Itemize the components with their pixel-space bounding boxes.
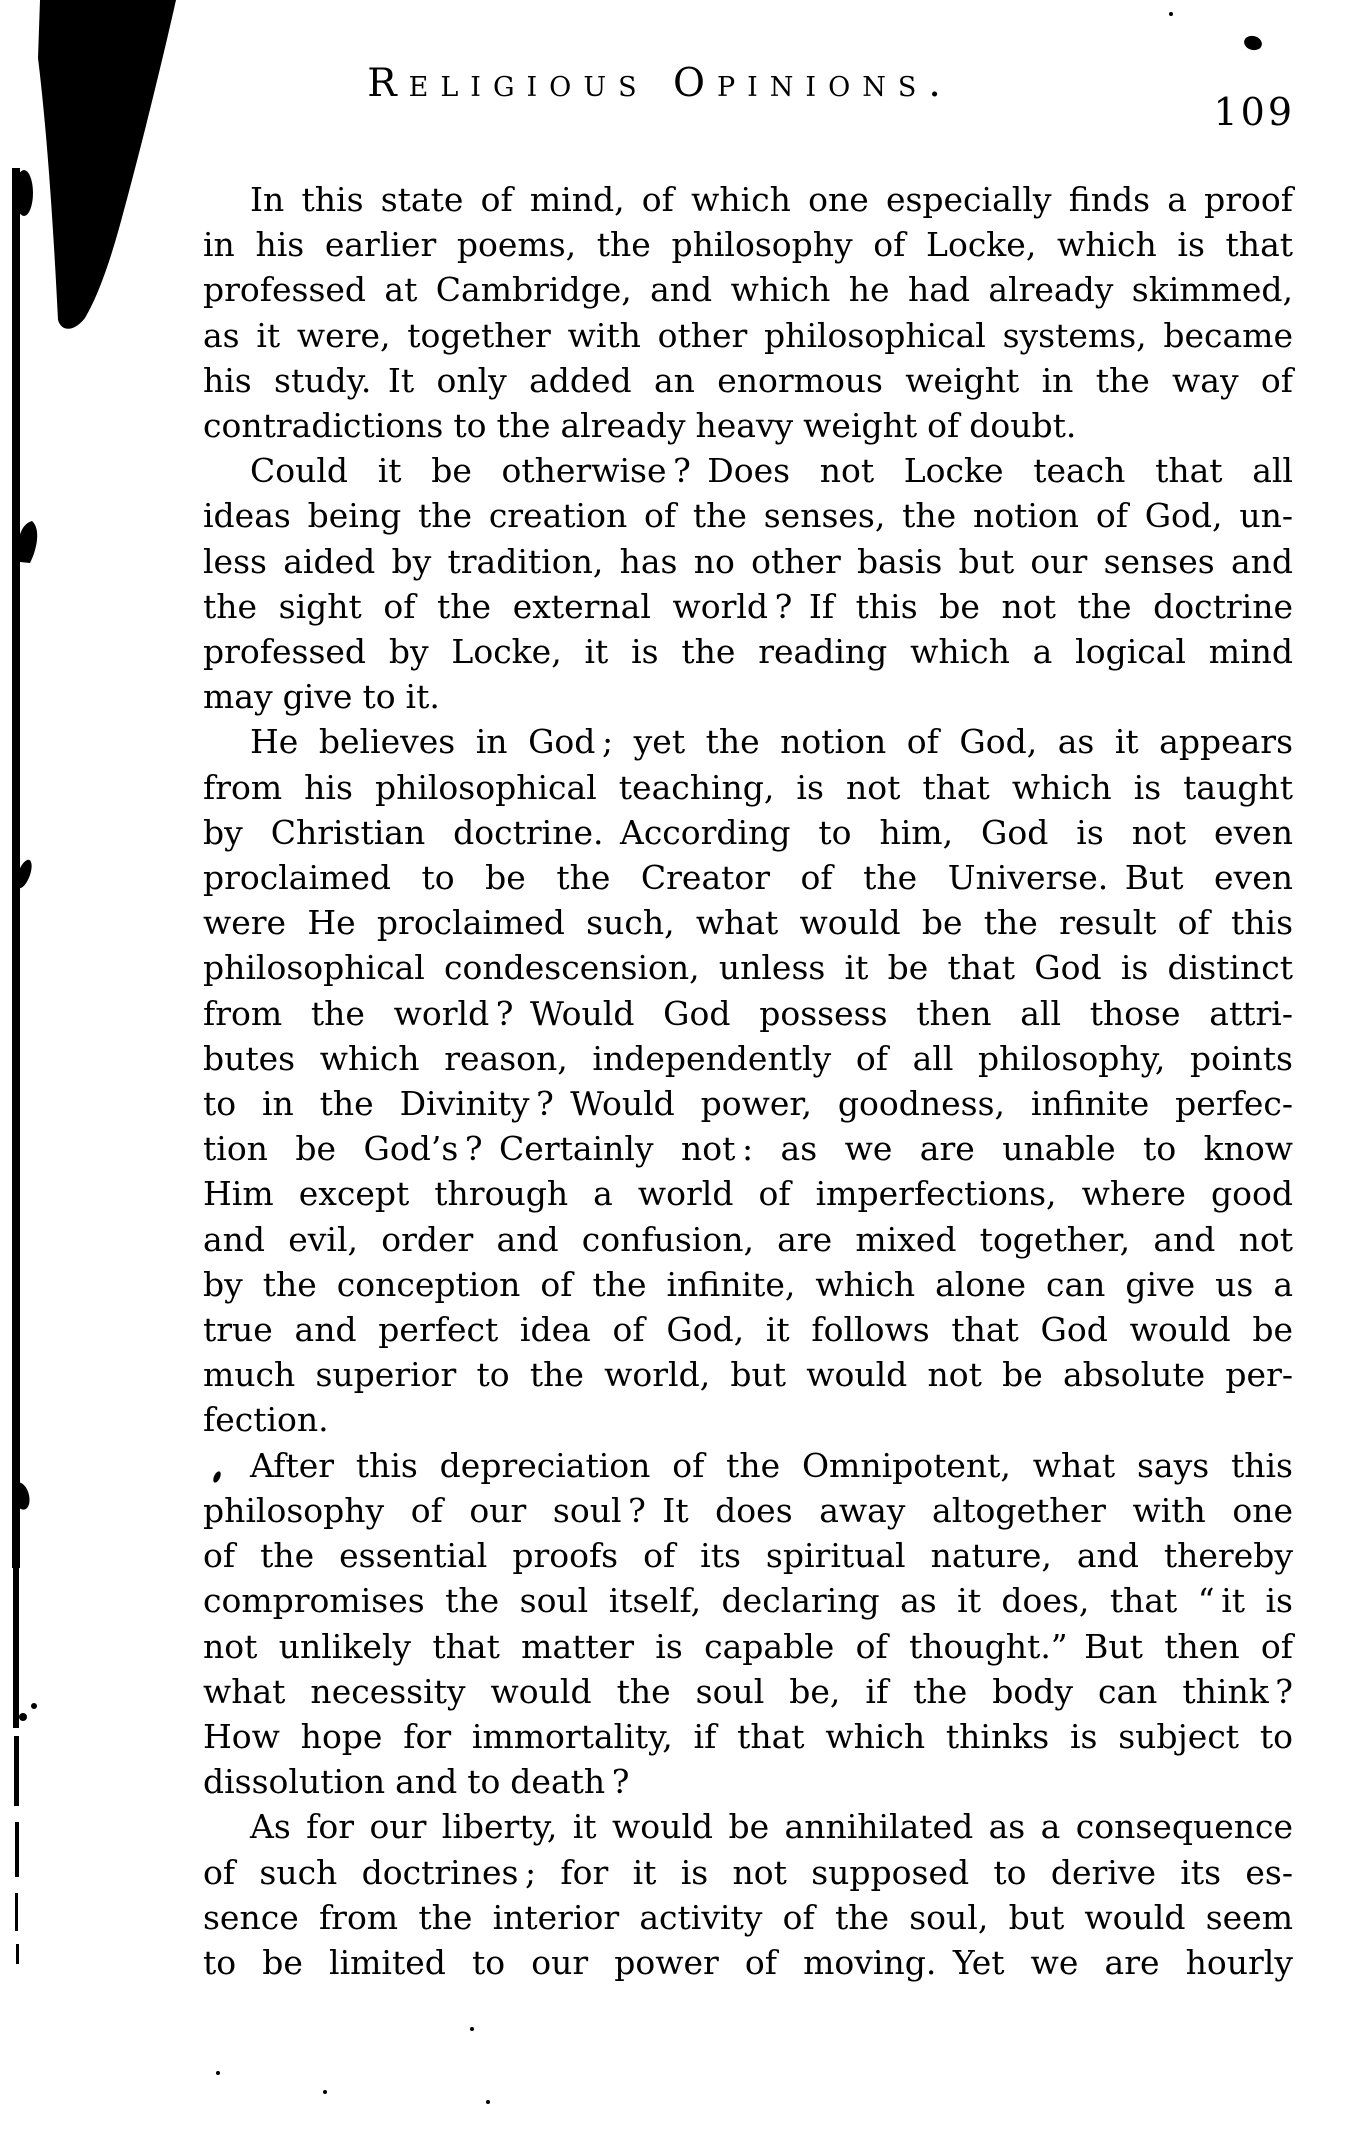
body-line: professed by Locke, it is the reading which a logical mind xyxy=(203,632,1293,672)
body-line: true and perfect idea of God, it follows that God would be xyxy=(203,1310,1293,1350)
binding-edge-line xyxy=(16,1944,19,1964)
scan-speck xyxy=(1169,12,1173,16)
body-line: in his earlier poems, the philosophy of Locke, which is that xyxy=(203,225,1293,265)
running-header-title: Religious Opinions. xyxy=(367,61,953,106)
body-line: what necessity would the soul be, if the body can think ? xyxy=(203,1671,1293,1711)
body-line: as it were, together with other philosophical systems, became xyxy=(203,315,1293,355)
body-line: sence from the interior activity of the soul, but would seem xyxy=(203,1897,1293,1937)
body-line: contradictions to the already heavy weight of doubt. xyxy=(203,406,1077,446)
binding-blob xyxy=(38,0,176,329)
body-line: of the essential proofs of its spiritual nature, and thereby xyxy=(203,1536,1293,1576)
body-line: were He proclaimed such, what would be the result of this xyxy=(203,903,1293,943)
binding-edge-line xyxy=(14,1736,19,1806)
body-line: philosophy of our soul ? It does away altogether with one xyxy=(203,1490,1293,1530)
body-line: may give to it. xyxy=(203,677,440,717)
body-line: by Christian doctrine. According to him, God is not even xyxy=(203,812,1293,852)
ink-blob xyxy=(10,1480,33,1511)
binding-edge-line xyxy=(12,168,20,1568)
body-line: How hope for immortality, if that which thinks is subject to xyxy=(203,1716,1293,1756)
body-line: tion be God’s ? Certainly not : as we are unable to know xyxy=(203,1129,1293,1169)
body-line: fection. xyxy=(203,1400,329,1440)
body-line: the sight of the external world ? If this be not the doctrine xyxy=(203,586,1293,626)
body-line: his study. It only added an enormous weight in the way of xyxy=(203,360,1293,400)
scan-speck xyxy=(486,2100,490,2104)
binding-edge-line xyxy=(15,1822,19,1877)
binding-line-knob xyxy=(15,170,33,216)
ink-blob xyxy=(13,858,35,890)
body-line: Could it be otherwise ? Does not Locke teach that all xyxy=(250,451,1293,491)
body-line: butes which reason, independently of all philosophy, points xyxy=(203,1038,1293,1078)
body-line: Him except through a world of imperfections, where good xyxy=(203,1174,1293,1214)
body-line: In this state of mind, of which one especially finds a proof xyxy=(250,180,1293,219)
body-line: He believes in God ; yet the notion of God, as it appears xyxy=(250,722,1293,762)
binding-edge-line xyxy=(15,1893,18,1931)
page-body-text xyxy=(203,177,1293,1985)
body-line: and evil, order and confusion, are mixed together, and not xyxy=(203,1219,1293,1259)
binding-edge-line xyxy=(13,1568,19,1728)
body-line: not unlikely that matter is capable of thought.” But then of xyxy=(203,1626,1293,1666)
body-line: by the conception of the infinite, which alone can give us a xyxy=(203,1264,1293,1304)
scan-speck xyxy=(19,1713,27,1721)
body-line: After this depreciation of the Omnipotent, what says this xyxy=(250,1445,1293,1485)
scan-speck xyxy=(31,1703,37,1709)
body-line: to be limited to our power of moving. Yet we are hourly xyxy=(203,1942,1293,1982)
body-line: much superior to the world, but would not be absolute per- xyxy=(203,1355,1293,1395)
body-line: As for our liberty, it would be annihilated as a consequence xyxy=(250,1807,1293,1847)
body-line: professed at Cambridge, and which he had already skimmed, xyxy=(203,270,1293,310)
ink-blob xyxy=(18,521,37,563)
paragraph xyxy=(203,719,1293,1442)
scan-speck xyxy=(216,2071,220,2075)
body-line: compromises the soul itself, declaring as it does, that “ it is xyxy=(203,1581,1293,1621)
scan-speck xyxy=(470,2027,474,2031)
paragraph xyxy=(203,448,1293,719)
body-line: from his philosophical teaching, is not that which is taught xyxy=(203,767,1293,807)
body-line: ideas being the creation of the senses, the notion of God, un- xyxy=(203,496,1293,536)
body-line: of such doctrines ; for it is not supposed to derive its es- xyxy=(203,1852,1293,1892)
body-line: philosophical condescension, unless it be that God is distinct xyxy=(203,948,1293,988)
paragraph xyxy=(203,1443,1293,1805)
body-line: to in the Divinity ? Would power, goodness, infinite perfec- xyxy=(203,1084,1293,1124)
paragraph xyxy=(203,1804,1293,1985)
body-line: proclaimed to be the Creator of the Universe. But even xyxy=(203,858,1293,898)
body-line: from the world ? Would God possess then all those attri- xyxy=(203,993,1293,1033)
paragraph xyxy=(203,177,1293,448)
scan-speck xyxy=(323,2090,327,2094)
body-line: less aided by tradition, has no other basis but our senses and xyxy=(203,541,1293,581)
body-line: dissolution and to death ? xyxy=(203,1762,630,1802)
page-number: 109 xyxy=(1213,90,1295,134)
bullet-mark xyxy=(1242,34,1263,52)
